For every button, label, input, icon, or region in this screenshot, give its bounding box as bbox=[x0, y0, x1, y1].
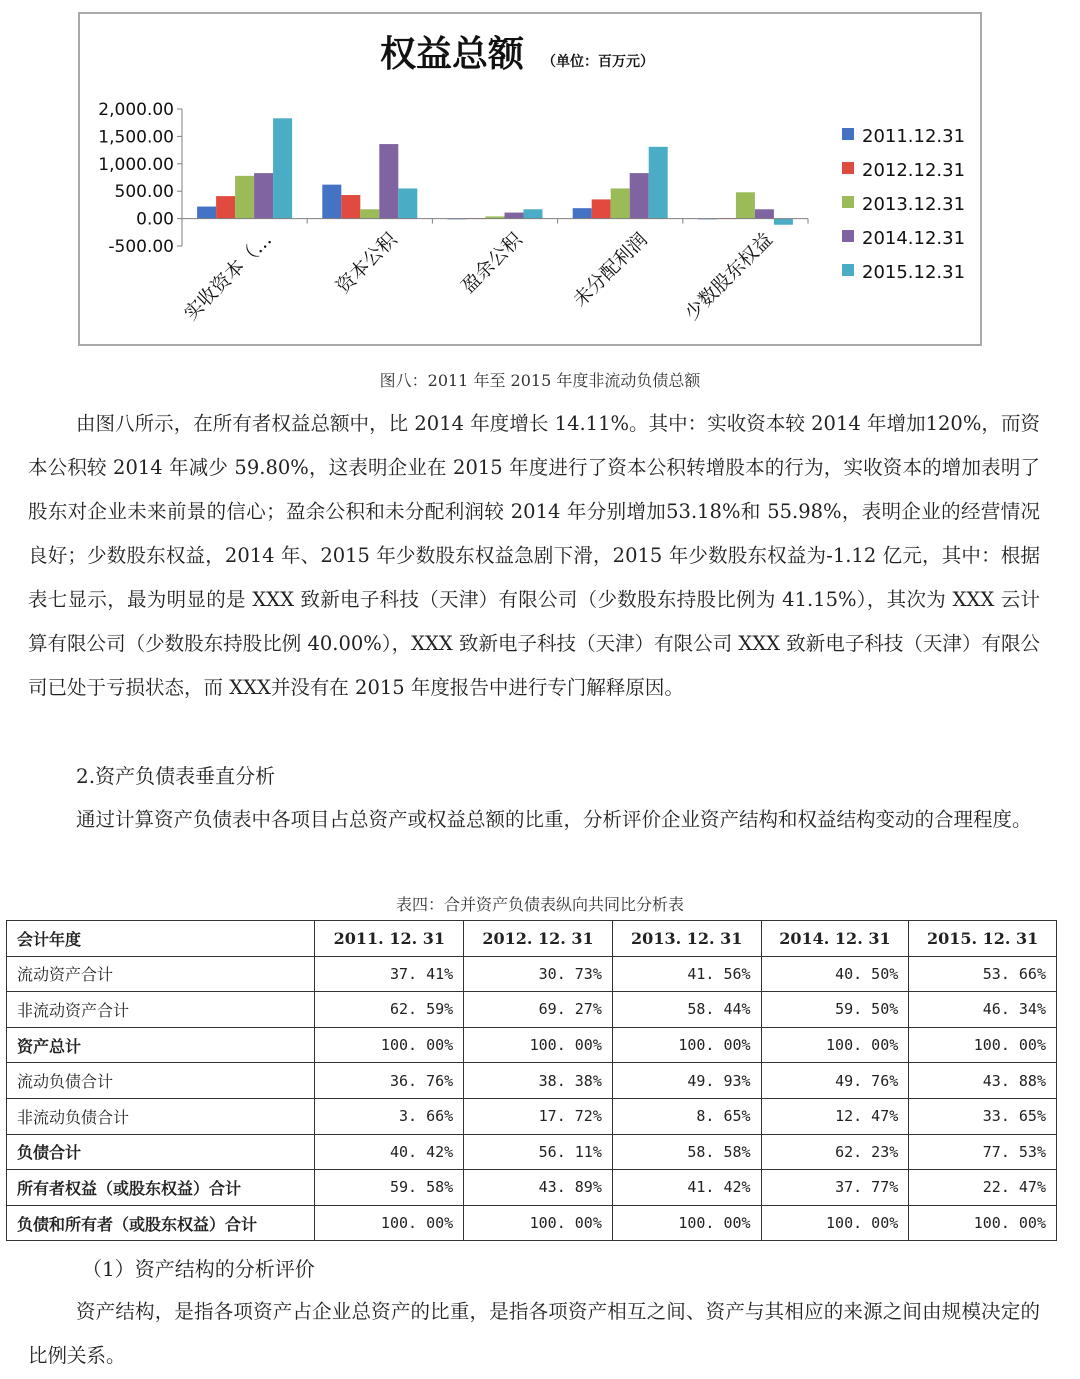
table-cell: 38. 38% bbox=[464, 1063, 613, 1099]
bar bbox=[322, 185, 341, 219]
y-tick-label: 1,000.00 bbox=[98, 154, 174, 175]
table-cell: 100. 00% bbox=[612, 1027, 761, 1063]
table-cell: 40. 50% bbox=[761, 956, 909, 992]
table-cell: 77. 53% bbox=[909, 1134, 1057, 1170]
legend-label: 2011.12.31 bbox=[862, 126, 966, 147]
legend-swatch bbox=[842, 196, 854, 208]
table-body bbox=[7, 956, 1057, 1241]
table-cell: 41. 56% bbox=[612, 956, 761, 992]
table-cell: 100. 00% bbox=[909, 1205, 1057, 1241]
y-axis bbox=[98, 100, 182, 257]
table-cell: 41. 42% bbox=[612, 1170, 761, 1206]
table-cell: 100. 00% bbox=[909, 1027, 1057, 1063]
table-cell: 12. 47% bbox=[761, 1098, 909, 1134]
section-heading-vertical-analysis: 2.资产负债表垂直分析 bbox=[76, 764, 276, 788]
header-2013: 2013. 12. 31 bbox=[612, 921, 761, 957]
table-cell: 100. 00% bbox=[315, 1027, 464, 1063]
table-cell: 43. 88% bbox=[909, 1063, 1057, 1099]
table-cell: 59. 58% bbox=[315, 1170, 464, 1206]
table-cell: 58. 58% bbox=[612, 1134, 761, 1170]
x-category-label: 少数股东权益 bbox=[680, 228, 777, 325]
bar bbox=[774, 219, 793, 225]
table-cell: 100. 00% bbox=[464, 1205, 613, 1241]
bar bbox=[360, 209, 379, 218]
table-row bbox=[7, 1027, 1057, 1063]
table-row bbox=[7, 1063, 1057, 1099]
table-cell: 53. 66% bbox=[909, 956, 1057, 992]
chart-subtitle: （单位：百万元） bbox=[542, 54, 654, 70]
legend-label: 2013.12.31 bbox=[862, 194, 966, 215]
table-row bbox=[7, 1170, 1057, 1206]
row-label: 所有者权益（或股东权益）合计 bbox=[7, 1170, 315, 1206]
table-cell: 49. 76% bbox=[761, 1063, 909, 1099]
legend-swatch bbox=[842, 128, 854, 140]
paragraph-equity-analysis: 由图八所示，在所有者权益总额中，比 2014 年度增长 14.11%。其中：实收资本较 2014 年增加120%，而资本公积较 2014 年减少 59.80%，这表明企业在 2015 年度进行了资本公积转增股本的行为，实收资本的增加表明了股东对企业未来前景的信心；盈余公积和未分配利润较 2014 年分别增加53.18%和 55.98%，表明企业的经营情况良好；少数股东权益，2014 年、2015 年少数股东权益急剧下滑，2015 年少数股东权益为-1.12 亿元，其中：根据表七显示，最为明显的是 XXX 致新电子科技（天津）有限公司（少数股东持股比例为 41.15%），其次为 XXX 云计算有限公司（少数股东持股比例 40.00%），XXX 致新电子科技（天津）有限公司 XXX 致新电子科技（天津）有限公司已处于亏损状态，而 XXX并没有在 2015 年度报告中进行专门解释原因。 bbox=[28, 412, 1040, 699]
table-cell: 100. 00% bbox=[761, 1205, 909, 1241]
bar bbox=[254, 173, 273, 218]
table-row bbox=[7, 1205, 1057, 1241]
row-label: 流动资产合计 bbox=[7, 956, 315, 992]
bar bbox=[630, 173, 649, 218]
table-cell: 43. 89% bbox=[464, 1170, 613, 1206]
y-tick-label: 0.00 bbox=[136, 209, 174, 230]
table-cell: 62. 59% bbox=[315, 992, 464, 1028]
bar bbox=[379, 144, 398, 219]
y-tick-label: -500.00 bbox=[108, 237, 174, 257]
x-category-label: 盈余公积 bbox=[457, 228, 527, 298]
x-axis bbox=[180, 219, 808, 325]
figure-caption: 图八：2011 年至 2015 年度非流动负债总额 bbox=[379, 371, 701, 390]
y-tick-label: 1,500.00 bbox=[98, 127, 174, 148]
table-cell: 40. 42% bbox=[315, 1134, 464, 1170]
y-tick-label: 500.00 bbox=[114, 182, 174, 203]
legend-swatch bbox=[842, 162, 854, 174]
bar bbox=[197, 207, 216, 219]
row-label: 非流动资产合计 bbox=[7, 992, 315, 1028]
legend-label: 2014.12.31 bbox=[862, 228, 966, 249]
row-label: 负债和所有者（或股东权益）合计 bbox=[7, 1205, 315, 1241]
bar bbox=[736, 192, 755, 218]
table-cell: 59. 50% bbox=[761, 992, 909, 1028]
table-cell: 33. 65% bbox=[909, 1098, 1057, 1134]
table-caption: 表四：合并资产负债表纵向共同比分析表 bbox=[395, 895, 684, 914]
legend-label: 2015.12.31 bbox=[862, 262, 966, 283]
header-2014: 2014. 12. 31 bbox=[761, 921, 909, 957]
table-cell: 30. 73% bbox=[464, 956, 613, 992]
legend-label: 2012.12.31 bbox=[862, 160, 966, 181]
row-label: 非流动负债合计 bbox=[7, 1098, 315, 1134]
paragraph-vertical-analysis: 通过计算资产负债表中各项目占总资产或权益总额的比重，分析评价企业资产结构和权益结构变动的合理程度。 bbox=[76, 808, 1032, 831]
bars bbox=[197, 118, 793, 224]
table-cell: 49. 93% bbox=[612, 1063, 761, 1099]
chart-frame bbox=[78, 12, 982, 346]
table-cell: 100. 00% bbox=[761, 1027, 909, 1063]
legend-swatch bbox=[842, 264, 854, 276]
chart-title: 权益总额 bbox=[380, 33, 525, 75]
x-category-label: 实收资本（… bbox=[179, 228, 277, 325]
table-cell: 100. 00% bbox=[464, 1027, 613, 1063]
table-cell: 36. 76% bbox=[315, 1063, 464, 1099]
bar bbox=[505, 213, 524, 219]
table-cell: 100. 00% bbox=[315, 1205, 464, 1241]
bar bbox=[611, 188, 630, 218]
x-category-label: 资本公积 bbox=[332, 228, 402, 298]
table-cell: 100. 00% bbox=[612, 1205, 761, 1241]
row-label: 负债合计 bbox=[7, 1134, 315, 1170]
bar bbox=[755, 209, 774, 218]
table-row bbox=[7, 1098, 1057, 1134]
table-cell: 17. 72% bbox=[464, 1098, 613, 1134]
bar bbox=[273, 118, 292, 218]
table-cell: 62. 23% bbox=[761, 1134, 909, 1170]
table-cell: 37. 41% bbox=[315, 956, 464, 992]
table-cell: 56. 11% bbox=[464, 1134, 613, 1170]
common-size-balance-table bbox=[6, 920, 1057, 1241]
bar bbox=[398, 188, 417, 218]
paragraph-asset-structure: 资产结构，是指各项资产占企业总资产的比重，是指各项资产相互之间、资产与其相应的来源之间由规模决定的比例关系。 bbox=[28, 1300, 1040, 1367]
header-2011: 2011. 12. 31 bbox=[315, 921, 464, 957]
legend-swatch bbox=[842, 230, 854, 242]
table-cell: 58. 44% bbox=[612, 992, 761, 1028]
table-row bbox=[7, 956, 1057, 992]
bar bbox=[235, 176, 254, 219]
equity-bar-chart bbox=[80, 14, 980, 344]
table-cell: 3. 66% bbox=[315, 1098, 464, 1134]
table-cell: 22. 47% bbox=[909, 1170, 1057, 1206]
y-tick-label: 2,000.00 bbox=[98, 100, 174, 120]
bar bbox=[341, 195, 360, 219]
bar bbox=[649, 147, 668, 219]
table-cell: 46. 34% bbox=[909, 992, 1057, 1028]
x-category-label: 未分配利润 bbox=[568, 228, 652, 312]
row-label: 资产总计 bbox=[7, 1027, 315, 1063]
table-cell: 37. 77% bbox=[761, 1170, 909, 1206]
legend bbox=[842, 126, 965, 283]
section-heading-asset-structure: （1）资产结构的分析评价 bbox=[82, 1257, 315, 1281]
bar bbox=[592, 199, 611, 218]
table-cell: 69. 27% bbox=[464, 992, 613, 1028]
bar bbox=[524, 209, 543, 218]
row-label: 流动负债合计 bbox=[7, 1063, 315, 1099]
header-2012: 2012. 12. 31 bbox=[464, 921, 613, 957]
table-cell: 8. 65% bbox=[612, 1098, 761, 1134]
bar bbox=[573, 208, 592, 218]
header-fiscal-year: 会计年度 bbox=[7, 921, 315, 957]
table-row bbox=[7, 1134, 1057, 1170]
header-2015: 2015. 12. 31 bbox=[909, 921, 1057, 957]
table-header-row bbox=[7, 921, 1057, 957]
bar bbox=[216, 196, 235, 218]
table-row bbox=[7, 992, 1057, 1028]
